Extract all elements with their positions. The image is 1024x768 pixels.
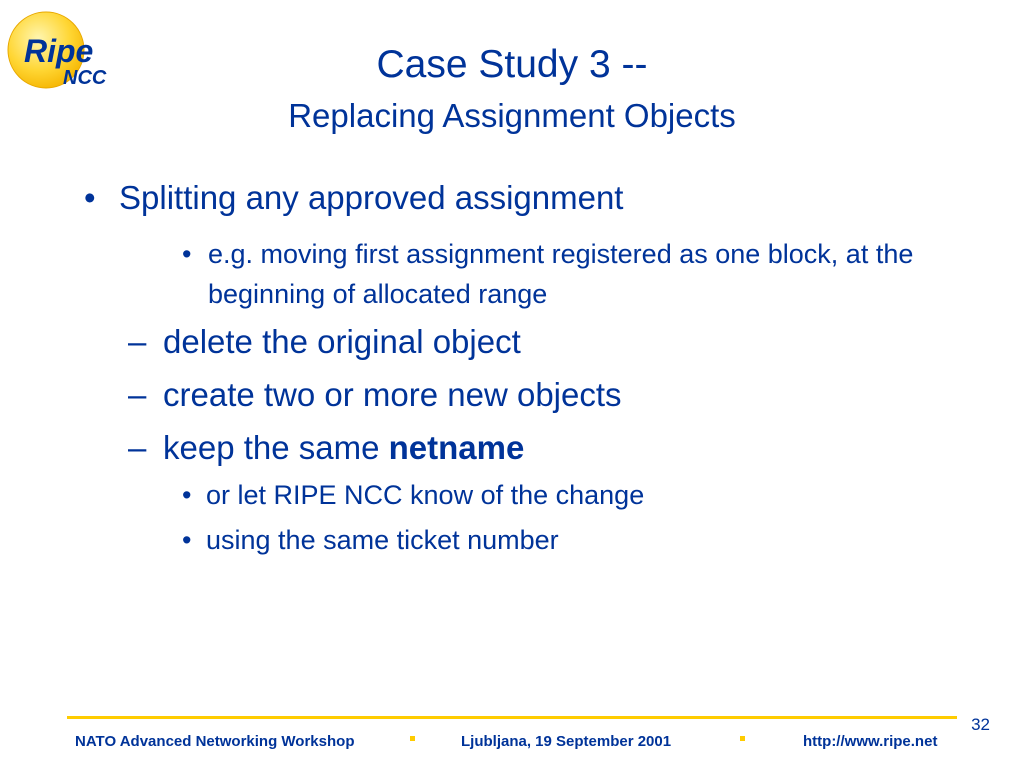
bullet-mark: • [182,239,192,269]
slide-subtitle: Replacing Assignment Objects [288,97,736,134]
slide-title: Case Study 3 -- [376,43,648,86]
footer-event: NATO Advanced Networking Workshop [75,733,355,750]
footer-divider [67,716,957,719]
footer-date: Ljubljana, 19 September 2001 [461,733,672,750]
bullet-item [84,176,623,220]
dash-text: create two or more new objects [163,376,622,413]
sub-bullet-text: or let RIPE NCC know of the change [206,480,645,510]
dash-item [128,320,521,364]
sub-bullet-item [182,522,559,558]
netname-keyword: netname [388,429,525,466]
sub-bullet-text: e.g. moving first assignment registered as one block, at the beginning of allocated range [208,239,914,309]
logo-text-sub: NCC [63,67,107,89]
dash-item [128,426,524,470]
bullet-text: Splitting any approved assignment [119,179,624,216]
dash-text: delete the original object [163,323,521,360]
page-number: 32 [971,715,990,734]
footer-separator [740,736,745,741]
dash-mark: – [128,429,147,466]
logo-text-main: Ripe [24,33,94,69]
footer-separator [410,736,415,741]
dash-item [128,373,622,417]
dash-mark: – [128,376,147,413]
bullet-mark: • [182,480,192,510]
bullet-mark: • [84,179,96,216]
bullet-mark: • [182,525,192,555]
footer-url[interactable]: http://www.ripe.net [803,733,938,750]
sub-bullet-text: using the same ticket number [206,525,559,555]
dash-mark: – [128,323,147,360]
sub-bullet-item [182,477,644,513]
dash-text: keep the same [163,429,389,466]
sub-bullet-item [182,234,942,314]
